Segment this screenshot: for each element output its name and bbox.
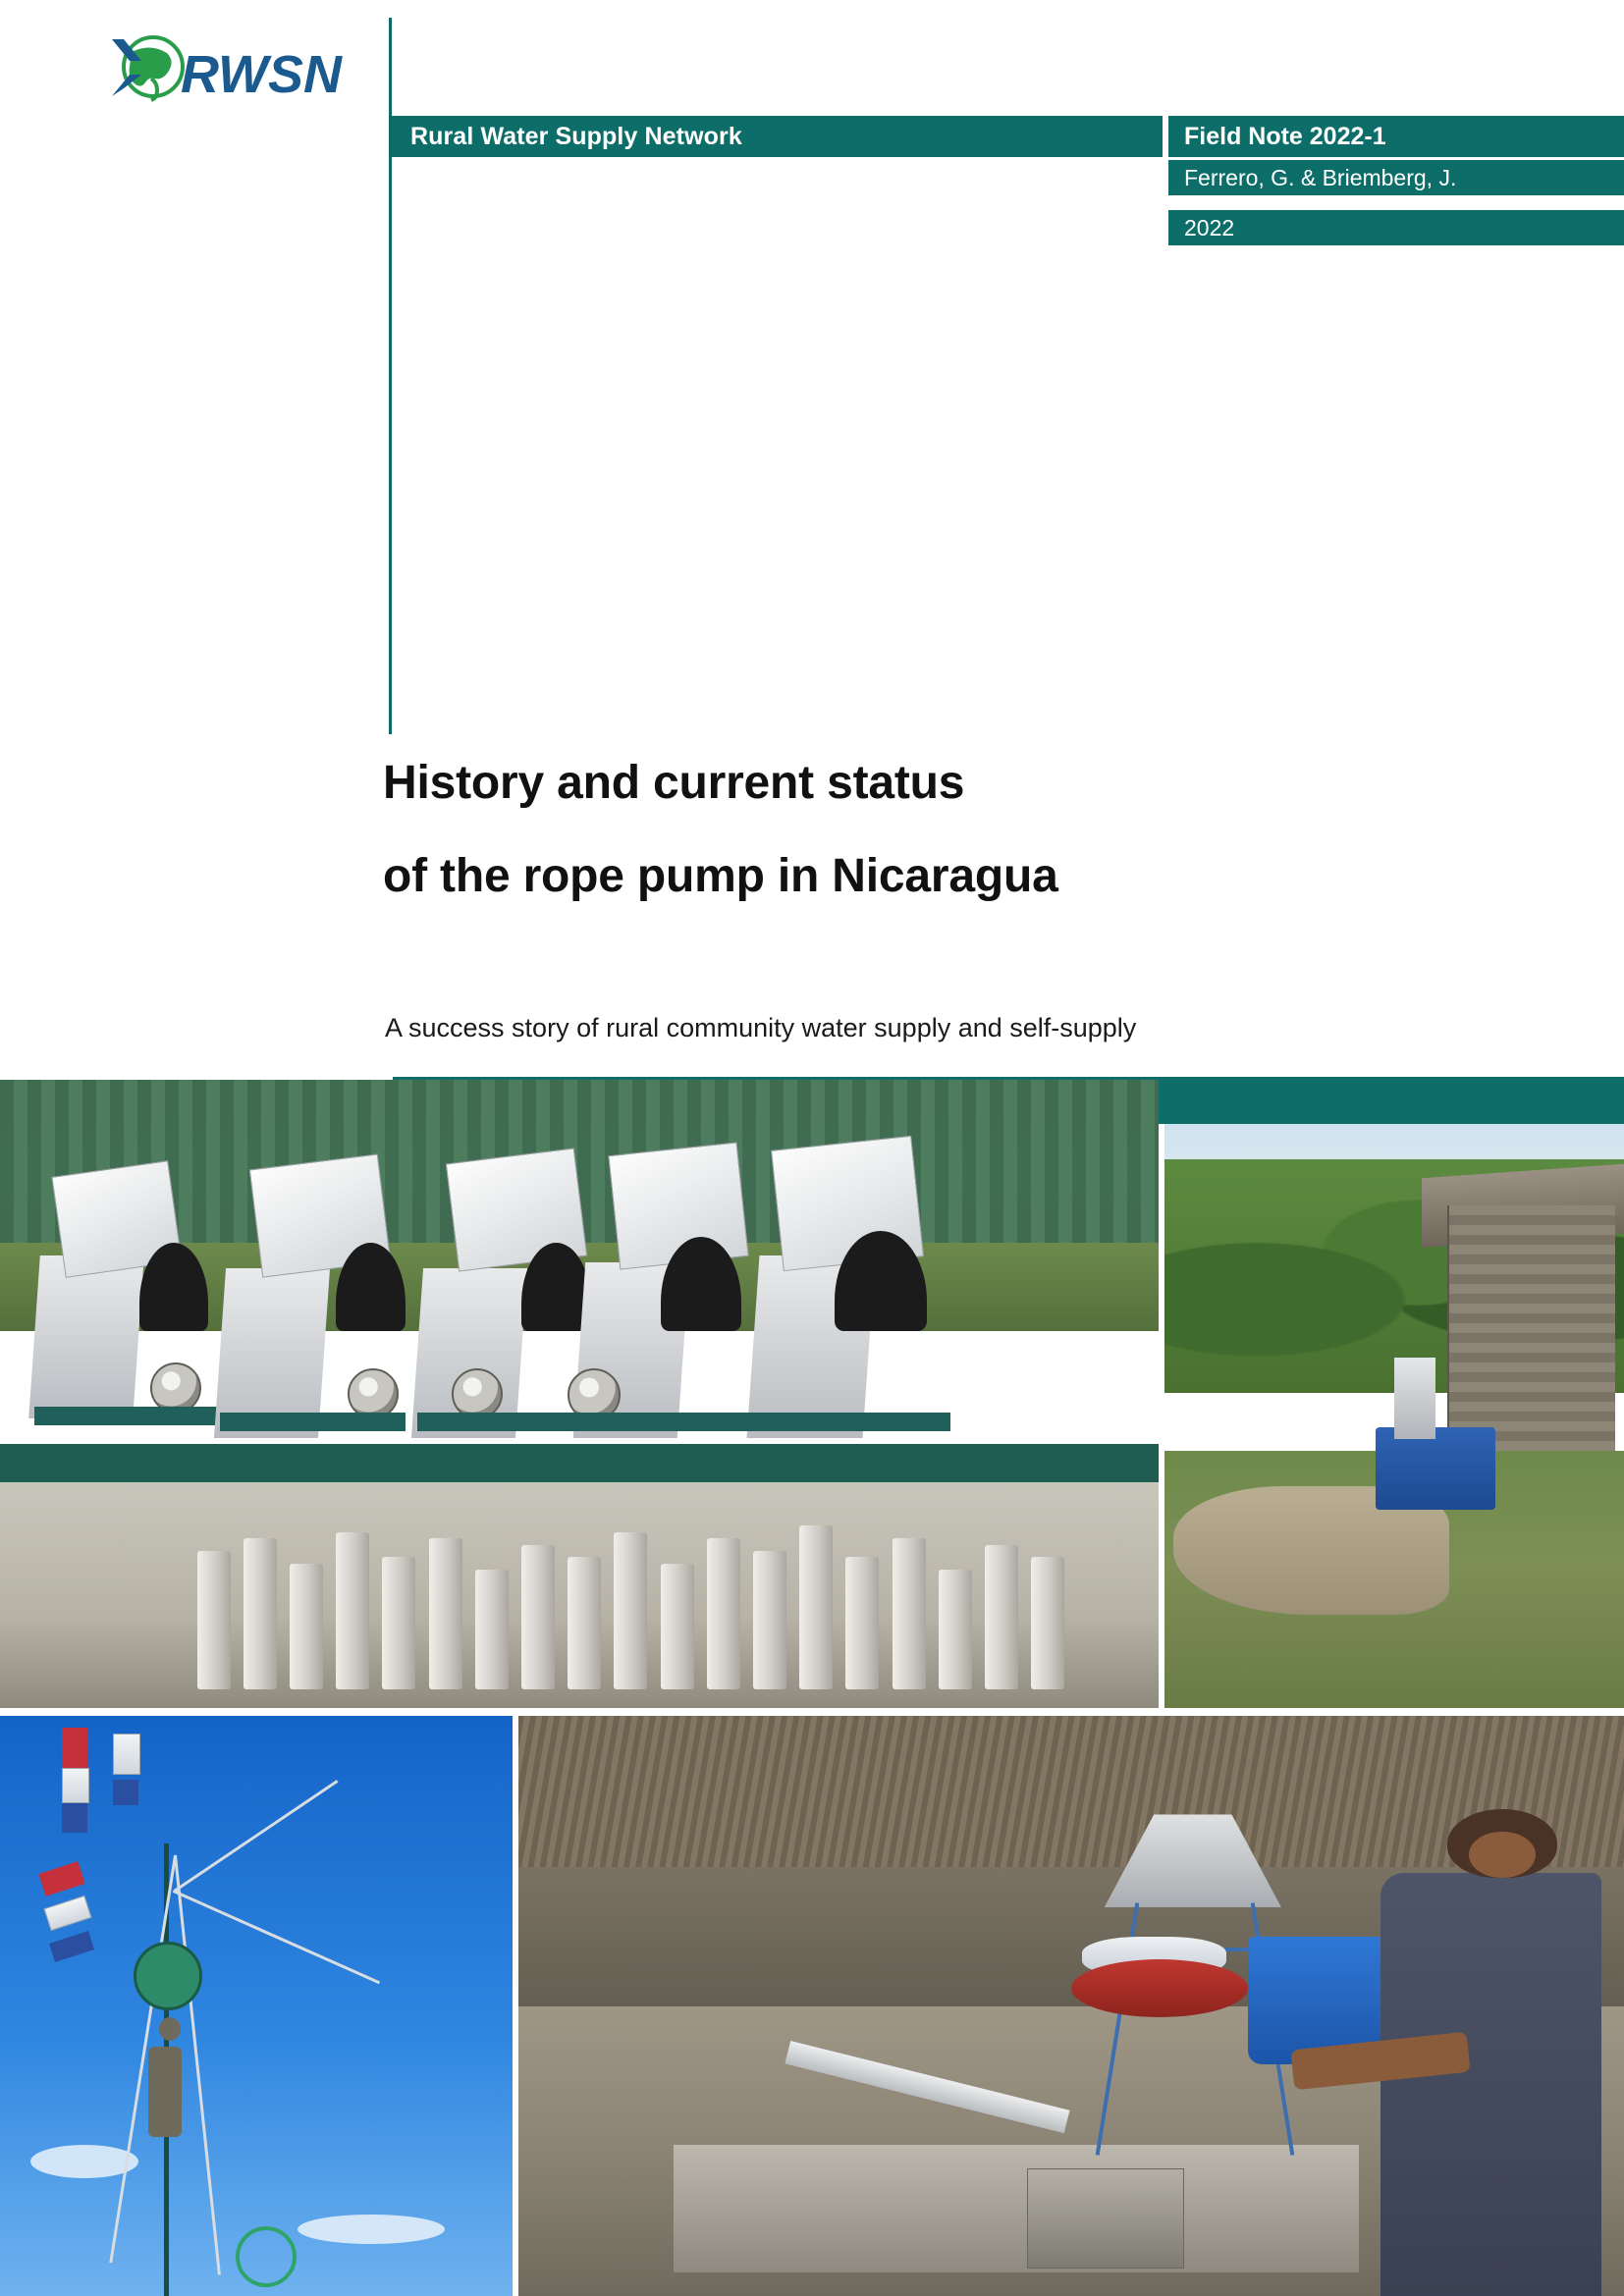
document-title xyxy=(383,756,1522,942)
year-band: 2022 xyxy=(1168,210,1624,245)
title-line-2: of the rope pump in Nicaragua xyxy=(383,850,1058,902)
rwsn-logo xyxy=(90,31,365,139)
photo-rural-yard-pump xyxy=(1164,1124,1624,1708)
photo-windmill-pump xyxy=(0,1716,513,2296)
authors-band: Ferrero, G. & Briemberg, J. xyxy=(1168,160,1624,195)
title-line-1: History and current status xyxy=(383,757,965,809)
network-name-band: Rural Water Supply Network xyxy=(392,116,1163,157)
field-note-band: Field Note 2022-1 xyxy=(1168,116,1624,157)
photo-boy-using-rope-pump xyxy=(518,1716,1624,2296)
globe-africa-icon xyxy=(112,37,183,100)
rwsn-wordmark: RWSN xyxy=(181,45,343,104)
page-header xyxy=(0,0,1624,294)
document-subtitle: A success story of rural community water supply and self-supply xyxy=(385,1013,1137,1042)
photo-pump-workshop xyxy=(0,1080,1159,1708)
